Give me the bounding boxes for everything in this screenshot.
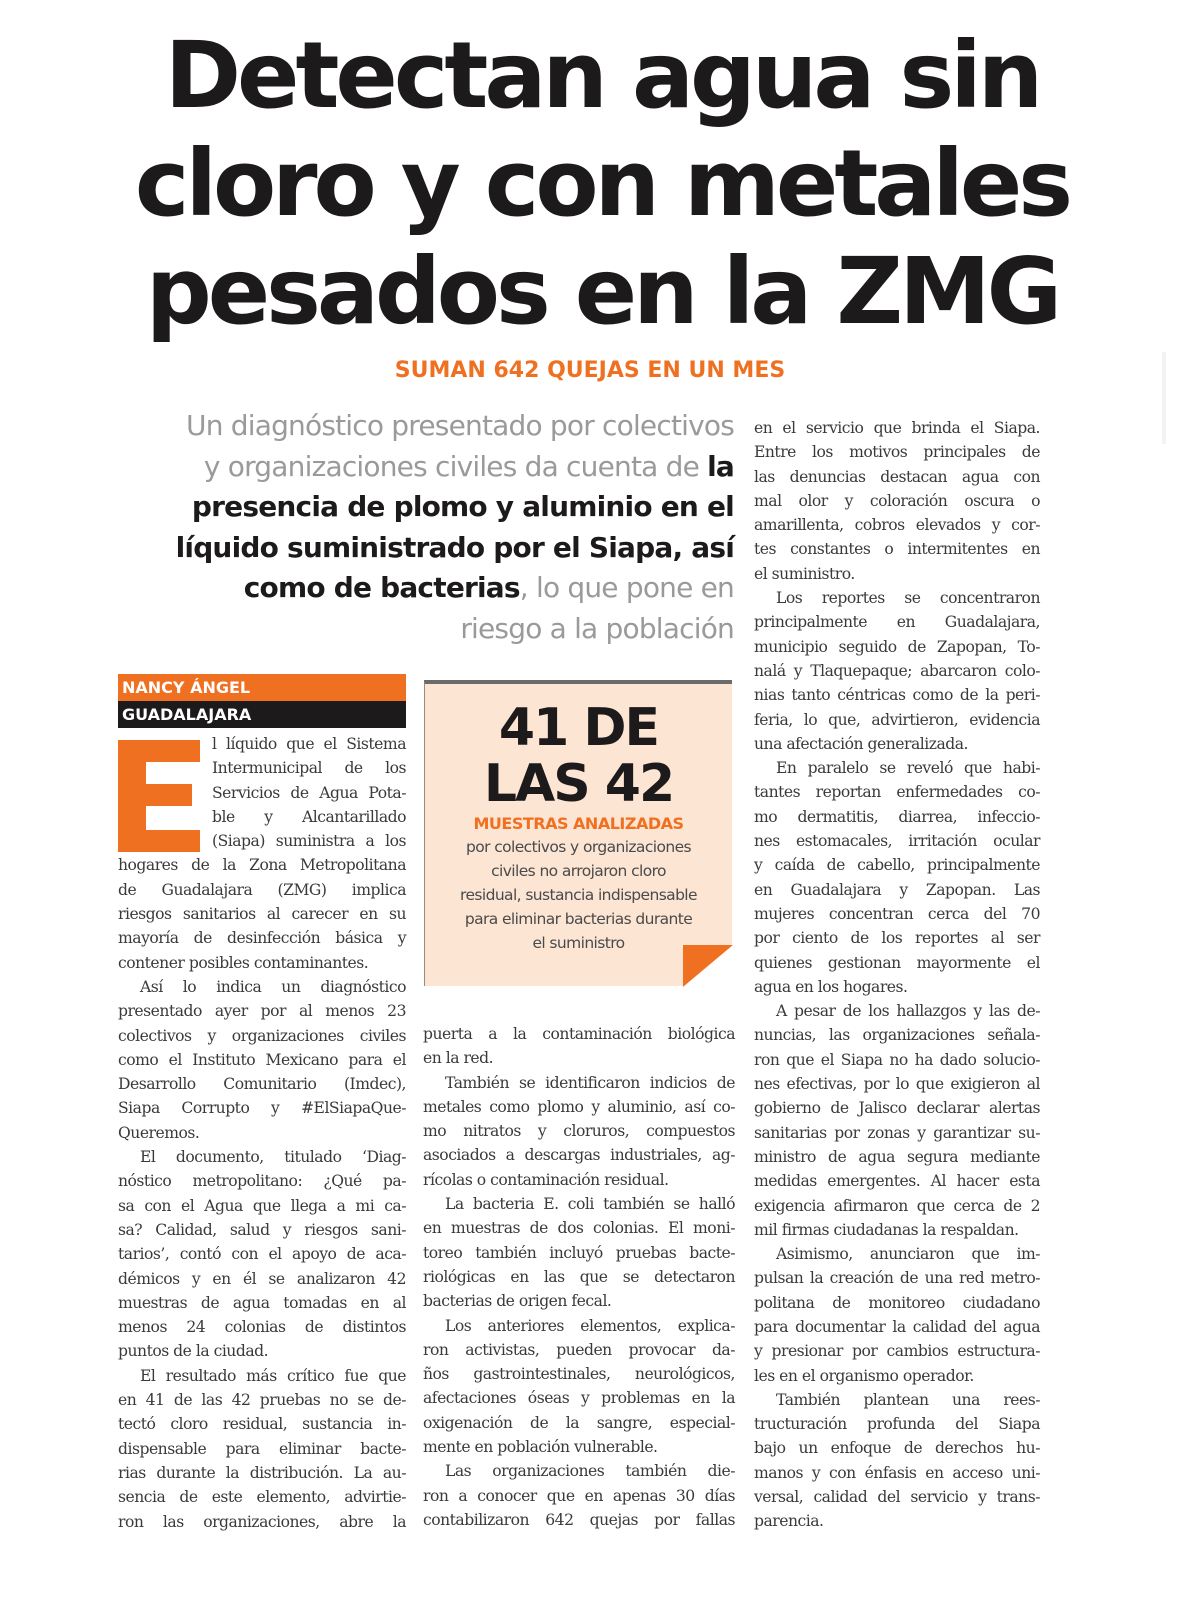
col1-line: de Guadalajara (ZMG) implica — [118, 880, 406, 899]
col3-line: nalá y Tlaquepaque; abarcaron colo- — [754, 661, 1040, 680]
col2-line: rícolas o contaminación residual. — [423, 1170, 669, 1189]
headline — [112, 22, 1092, 346]
col3-line: tructuración profunda del Siapa — [754, 1415, 1040, 1434]
col3-line: politana de monitoreo ciudadano — [754, 1293, 1040, 1312]
col1-line: menos 24 colonias de distintos — [118, 1318, 406, 1337]
stat-callout-box — [424, 680, 732, 986]
col2-line: asociados a descargas industriales, ag- — [423, 1146, 735, 1165]
col3-line: y presionar por cambios estructura- — [754, 1342, 1040, 1361]
col3-line: agua en los hogares. — [754, 977, 908, 996]
col1-line: sa? Calidad, salud y riesgos sani- — [118, 1220, 406, 1239]
col1-line: ron las organizaciones, abre la — [118, 1512, 406, 1531]
col2-line: También se identificaron indicios de — [445, 1073, 735, 1092]
col3-line: También plantean una rees- — [776, 1390, 1040, 1409]
col2-line: ron activistas, pueden provocar da- — [423, 1340, 735, 1359]
col3-line: nias tanto céntricas como de la peri- — [754, 686, 1040, 705]
deck-line-1: Un diagnóstico presentado por colectivos — [186, 409, 734, 442]
col3-line: versal, calidad del servicio y trans- — [754, 1488, 1040, 1507]
col3-line: para documentar la calidad del agua — [754, 1317, 1040, 1336]
callout-body — [425, 835, 732, 955]
col1-line: (Siapa) suministra a los — [212, 832, 406, 851]
col2-line: Las organizaciones también die- — [445, 1462, 735, 1481]
deck-line-5-plain: , lo que pone en — [519, 571, 734, 605]
page-edge-mark — [1162, 352, 1166, 444]
deck-line-3 — [118, 487, 734, 528]
col3-line: bajo un enfoque de derechos hu- — [754, 1439, 1040, 1458]
col1-line: contener posibles contaminantes. — [118, 953, 369, 972]
callout-big-number — [425, 700, 732, 812]
col3-line: nes estomacales, irritación ocular — [754, 832, 1040, 851]
kicker: SUMAN 642 QUEJAS EN UN MES — [394, 358, 786, 383]
col1-line: tarios’, contó con el apoyo de aca- — [118, 1245, 406, 1264]
deck-line-2 — [118, 447, 734, 488]
col2-line: metales como plomo y aluminio, así co- — [423, 1097, 735, 1116]
col3-line: sanitarias por zonas y garantizar su- — [754, 1123, 1040, 1142]
col3-line: manos y con énfasis en acceso uni- — [754, 1463, 1040, 1482]
deck — [118, 406, 734, 650]
deck-line-5-bold: como de bacterias — [243, 571, 520, 605]
col3-line: mo dermatitis, diarrea, infeccio- — [754, 807, 1040, 826]
byline — [118, 674, 406, 728]
deck-line-2-plain: y organizaciones civiles da cuenta de — [203, 449, 708, 483]
col3-line: Asimismo, anunciaron que im- — [776, 1245, 1040, 1264]
col2-line: ron a conocer que en apenas 30 días — [423, 1486, 735, 1505]
col3-line: el suministro. — [754, 564, 855, 583]
col3-line: quienes gestionan mayormente el — [754, 953, 1040, 972]
callout-body-line: residual, sustancia indispensable — [460, 886, 697, 904]
col3-line: las denuncias destacan agua con — [754, 467, 1040, 486]
col3-line: Entre los motivos principales de — [754, 443, 1040, 462]
col1-line: Siapa Corrupto y #ElSiapaQue- — [118, 1099, 406, 1118]
headline-line-2: cloro y con metales — [134, 130, 1070, 237]
col3-line: en el servicio que brinda el Siapa. — [754, 419, 1040, 437]
callout-body-line: por colectivos y organizaciones — [466, 838, 691, 856]
deck-line-3-bold: presencia de plomo y aluminio en el — [191, 490, 734, 524]
col3-line: exigencia afirmaron que cerca de 2 — [754, 1196, 1040, 1215]
col2-line: mente en población vulnerable. — [423, 1438, 658, 1457]
col1-line: El documento, titulado ‘Diag- — [140, 1148, 406, 1167]
col3-line: municipio seguido de Zapopan, To- — [754, 637, 1040, 656]
col3-line: nes efectivas, por lo que exigieron al — [754, 1075, 1040, 1094]
col3-line: gobierno de Jalisco declarar alertas — [754, 1099, 1040, 1118]
col1-line: Desarrollo Comunitario (Imdec), — [118, 1075, 406, 1094]
col2-line: afectaciones óseas y problemas en la — [423, 1389, 735, 1408]
column-3 — [754, 416, 1040, 1534]
col3-line: nuncias, las organizaciones señala- — [754, 1026, 1040, 1045]
callout-big-line-1: 41 DE — [498, 698, 659, 758]
col3-line: mil firmas ciudadanas la respaldan. — [754, 1220, 1019, 1239]
col3-line: tantes reportan enfermedades co- — [754, 783, 1040, 802]
col1-line: tectó cloro residual, sustancia in- — [118, 1415, 406, 1434]
col3-line: principalmente en Guadalajara, — [754, 613, 1040, 632]
col1-line: sencia de este elemento, advirtie- — [118, 1488, 406, 1507]
col3-line: feria, lo que, advirtieron, evidencia — [754, 710, 1040, 729]
callout-big-line-2: LAS 42 — [483, 754, 674, 814]
col3-line: y caída de cabello, principalmente — [754, 856, 1040, 875]
col2-line: Los anteriores elementos, explica- — [445, 1316, 735, 1335]
col3-line: en Guadalajara y Zapopan. Las — [754, 880, 1040, 899]
col1-line: rias durante la distribución. La au- — [118, 1463, 406, 1482]
col1-line: hogares de la Zona Metropolitana — [118, 856, 406, 875]
col1-line: mayoría de desinfección básica y — [118, 929, 406, 948]
col3-line: Los reportes se concentraron — [776, 589, 1040, 608]
column-1 — [118, 732, 406, 1534]
col1-line: en 41 de las 42 pruebas no se de- — [118, 1391, 406, 1410]
col1-line: riesgos sanitarios al carecer en su — [118, 905, 406, 924]
deck-line-6: riesgo a la población — [460, 611, 734, 645]
col1-line: dispensable para eliminar bacte- — [118, 1439, 406, 1458]
col3-line: tes constantes o intermitentes en — [754, 540, 1040, 559]
col2-line: bacterias de origen fecal. — [423, 1292, 612, 1311]
col2-line: puerta a la contaminación biológica — [423, 1025, 735, 1043]
deck-line-2-bold: la — [707, 449, 734, 483]
headline-line-3: pesados en la ZMG — [145, 238, 1059, 345]
callout-body-line: el suministro — [532, 934, 625, 952]
col1-line: ble y Alcantarillado — [212, 807, 406, 826]
col2-line: oxigenación de la sangre, especial- — [423, 1413, 735, 1432]
col1-line: puntos de la ciudad. — [118, 1342, 269, 1361]
col3-line: mujeres concentran cerca del 70 — [754, 904, 1040, 923]
col3-line: les en el organismo operador. — [754, 1366, 974, 1385]
col1-line: Servicios de Agua Pota- — [212, 783, 406, 802]
deck-line-4-bold: líquido suministrado por el Siapa, así — [175, 530, 734, 564]
page-curl-corner-icon — [683, 945, 733, 987]
col1-line: muestras de agua tomadas en al — [118, 1293, 406, 1312]
col1-line: presentado ayer por al menos 23 — [118, 1002, 406, 1021]
col3-line: amarillenta, cobros elevados y cor- — [754, 516, 1040, 535]
col1-line: como el Instituto Mexicano para el — [118, 1050, 406, 1069]
col3-line: medidas emergentes. Al hacer esta — [754, 1172, 1040, 1191]
byline-author: NANCY ÁNGEL — [118, 674, 406, 701]
col1-line: l líquido que el Sistema — [212, 735, 406, 753]
callout-body-line: para eliminar bacterias durante — [464, 910, 693, 928]
callout-subtitle: MUESTRAS ANALIZADAS — [473, 814, 684, 833]
col3-line: ron que el Siapa no ha dado solucio- — [754, 1050, 1040, 1069]
col3-line: pulsan la creación de una red metro- — [754, 1269, 1040, 1288]
col1-line: nóstico metropolitano: ¿Qué pa- — [118, 1172, 406, 1191]
col1-line: Así lo indica un diagnóstico — [140, 977, 406, 996]
col1-line: El resultado más crítico fue que — [140, 1366, 406, 1385]
col3-line: una afectación generalizada. — [754, 734, 968, 753]
deck-line-5 — [118, 568, 734, 609]
col2-line: en muestras de dos colonias. El moni- — [423, 1219, 735, 1238]
col2-line: contabilizaron 642 quejas por fallas — [423, 1510, 735, 1529]
col1-line: sa con el Agua que llega a mi ca- — [118, 1196, 406, 1215]
col1-line: Queremos. — [118, 1123, 200, 1142]
col1-line: colectivos y organizaciones civiles — [118, 1026, 406, 1045]
callout-body-line: civiles no arrojaron cloro — [491, 862, 666, 880]
col2-line: riológicas en las que se detectaron — [423, 1267, 735, 1286]
column-2 — [423, 1022, 735, 1532]
col3-line: A pesar de los hallazgos y las de- — [776, 1002, 1040, 1021]
deck-line-4 — [118, 528, 734, 569]
byline-city: GUADALAJARA — [118, 701, 406, 728]
col2-line: La bacteria E. coli también se halló — [445, 1195, 735, 1214]
col1-line: Intermunicipal de los — [212, 759, 406, 778]
col3-line: mal olor y coloración oscura o — [754, 491, 1040, 510]
headline-line-1: Detectan agua sin — [164, 22, 1040, 129]
col3-line: ministro de agua segura mediante — [754, 1147, 1040, 1166]
col3-line: por ciento de los reportes al ser — [754, 929, 1040, 948]
col2-line: en la red. — [423, 1049, 494, 1068]
col2-line: mo nitratos y cloruros, compuestos — [423, 1122, 735, 1141]
col3-line: parencia. — [754, 1512, 824, 1531]
col3-line: En paralelo se reveló que habi- — [776, 759, 1040, 778]
col1-line: démicos y en él se analizaron 42 — [118, 1269, 406, 1288]
col2-line: ños gastrointestinales, neurológicos, — [423, 1365, 735, 1384]
col2-line: toreo también incluyó pruebas bacte- — [423, 1243, 735, 1262]
